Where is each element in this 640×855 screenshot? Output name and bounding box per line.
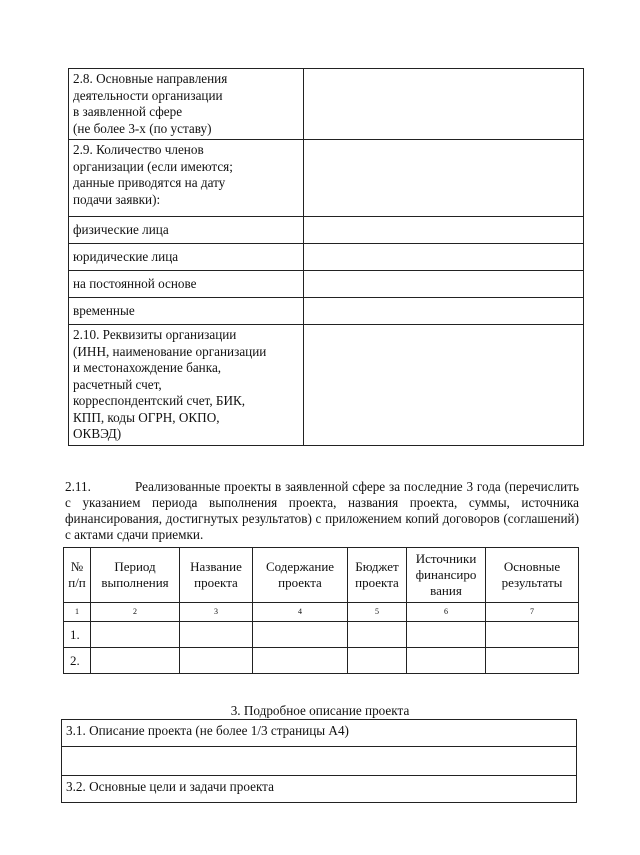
form-row-members [69,140,584,217]
table-row [62,776,577,803]
form-value-requisites[interactable] [304,325,584,446]
header-line: Название [190,559,242,574]
form-label-legal-entities [69,244,304,271]
cell-name[interactable] [180,648,253,674]
header-number [64,548,91,603]
label-line: расчетный счет, [73,376,162,392]
label-line: 2.9. Количество членов [73,142,204,157]
form-row-directions [69,69,584,140]
header-line: вания [430,583,462,598]
table-row [64,622,579,648]
header-line: Источники [415,551,477,566]
form-row-individuals [69,217,584,244]
label-line: КПП, коды ОГРН, ОКПО, [73,409,220,425]
label-line: 2.10. Реквизиты организации [73,327,237,342]
label-line: данные приводятся на дату [73,175,226,190]
form-row-requisites [69,325,584,446]
label-line: и местонахождение банка, [73,360,222,375]
form-value-temporary[interactable] [304,298,584,325]
label-line: физические лица [73,221,169,237]
cell-content[interactable] [253,648,348,674]
header-line: проекта [355,575,399,590]
projects-table [63,547,579,674]
project-goals-label: 3.2. Основные цели и задачи проекта [62,776,577,803]
header-name [180,548,253,603]
form-value-individuals[interactable] [304,217,584,244]
header-line: № [70,559,84,574]
project-description-table [61,719,577,803]
column-number: 5 [348,603,407,622]
label-line: ОКВЭД) [73,426,122,441]
header-line: проекта [278,575,322,590]
section-2-11-paragraph [65,479,579,543]
cell-budget[interactable] [348,648,407,674]
row-number: 1. [64,622,91,648]
label-line: подачи заявки): [73,191,161,207]
column-number: 4 [253,603,348,622]
projects-table-header [64,548,579,603]
row-number: 2. [64,648,91,674]
form-label-individuals [69,217,304,244]
form-label-directions [69,69,304,140]
header-content [253,548,348,603]
header-line: Период [114,559,156,574]
header-budget [348,548,407,603]
header-line: Бюджет [355,559,399,574]
cell-name[interactable] [180,622,253,648]
project-description-label: 3.1. Описание проекта (не более 1/3 страницы А4) [62,720,577,747]
form-row-legal-entities [69,244,584,271]
column-number: 1 [64,603,91,622]
cell-period[interactable] [91,648,180,674]
header-line: п/п [68,575,86,590]
column-number: 3 [180,603,253,622]
column-number: 7 [486,603,579,622]
cell-funding[interactable] [407,648,486,674]
section-3-title: 3. Подробное описание проекта [230,703,410,718]
form-value-directions[interactable] [304,69,584,140]
form-value-members[interactable] [304,140,584,217]
label-line: деятельности организации [73,87,223,103]
header-line: финансиро [415,567,477,582]
table-row [64,648,579,674]
organization-info-table [68,68,584,446]
column-number: 2 [91,603,180,622]
cell-content[interactable] [253,622,348,648]
header-line: Основные [503,559,561,574]
section-2-11-text: Реализованные проекты в заявленной сфере за последние 3 года (перечислить с указанием периода выполнения проекта, названия проекта, суммы, источника финансирования, достигнутых результатов) с приложением копий договоров (соглашений) с актами сдачи приемки. [65,479,579,542]
label-line: 2.8. Основные направления [73,71,228,86]
header-line: Содержание [265,559,335,574]
header-line: результаты [501,575,563,590]
header-period [91,548,180,603]
label-line: организации (если имеются; [73,158,233,174]
form-value-permanent[interactable] [304,271,584,298]
header-funding-sources [407,548,486,603]
cell-funding[interactable] [407,622,486,648]
form-row-temporary [69,298,584,325]
cell-results[interactable] [486,622,579,648]
label-line: корреспондентский счет, БИК, [73,393,246,408]
label-line: на постоянной основе [73,275,197,291]
column-number-row [64,603,579,622]
form-label-members [69,140,304,217]
cell-results[interactable] [486,648,579,674]
project-description-field[interactable] [62,747,577,776]
label-line: (не более 3-х (по уставу) [73,120,212,136]
column-number: 6 [407,603,486,622]
label-line: (ИНН, наименование организации [73,343,267,359]
label-line: временные [73,302,135,318]
form-value-legal-entities[interactable] [304,244,584,271]
header-line: проекта [194,575,238,590]
cell-period[interactable] [91,622,180,648]
cell-budget[interactable] [348,622,407,648]
label-line: в заявленной сфере [73,104,183,119]
header-line: выполнения [101,575,169,590]
table-row [62,720,577,747]
form-label-requisites [69,325,304,446]
form-label-permanent [69,271,304,298]
label-line: юридические лица [73,248,179,264]
table-row [62,747,577,776]
form-row-permanent [69,271,584,298]
header-results [486,548,579,603]
form-label-temporary [69,298,304,325]
section-2-11-number: 2.11. [65,479,91,494]
